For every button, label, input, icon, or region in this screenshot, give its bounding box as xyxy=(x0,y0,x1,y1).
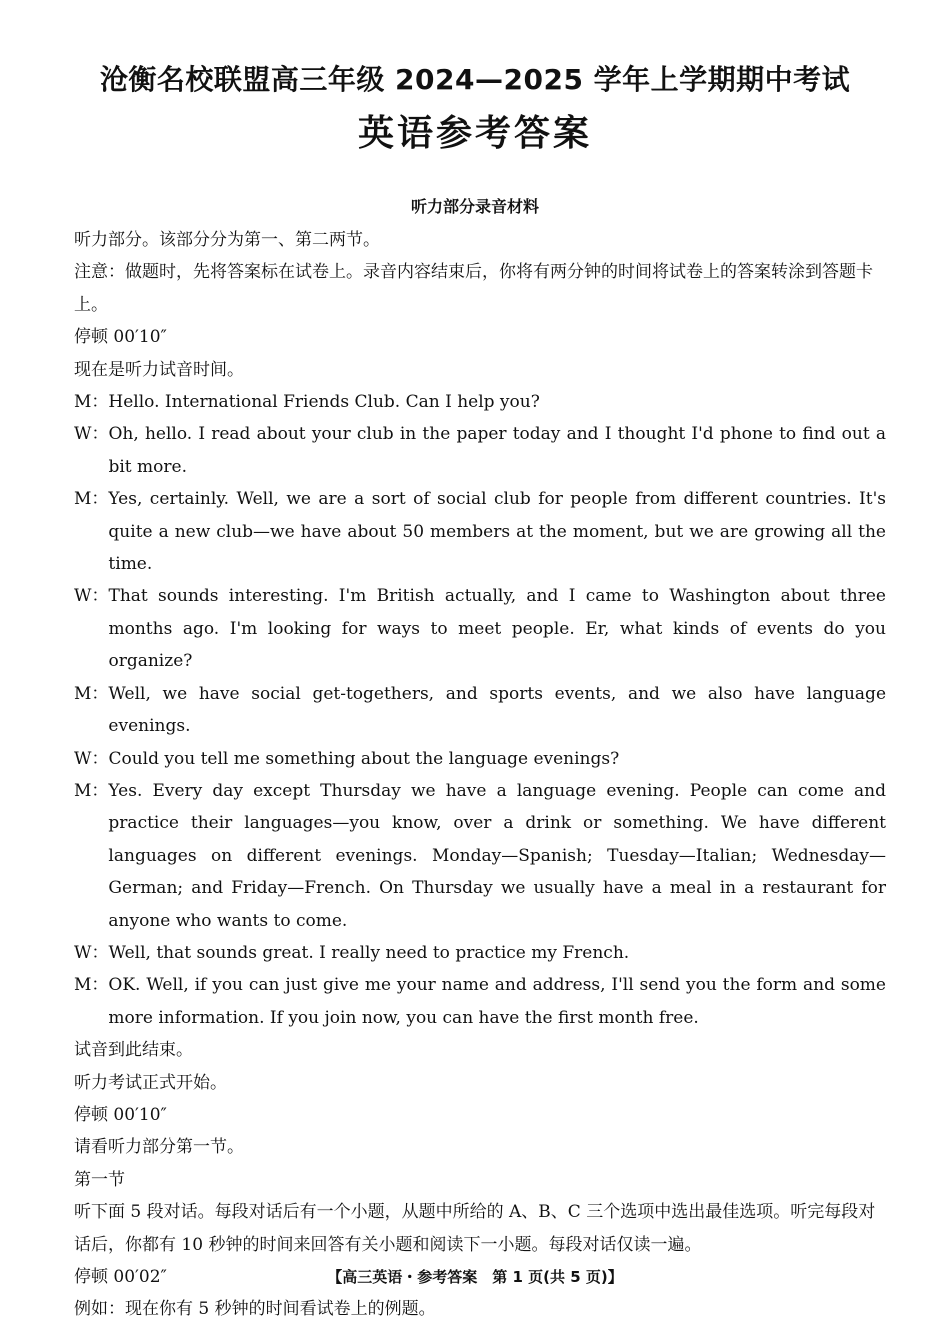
dialogue-text: Well, that sounds great. I really need to practice my French. xyxy=(108,942,630,963)
instruction-paragraph: 注意：做题时，先将答案标在试卷上。录音内容结束后，你将有两分钟的时间将试卷上的答案转涂到答题卡上。 xyxy=(74,262,873,315)
dialogue-text: Yes. Every day except Thursday we have a language evening. People can come and practice their languages—you know, over a drink or something. We have different languages on different evenings. Monday—Spanish; Tuesday—Italian; Wednesday—German; and Friday—French. On Thursday we usually have a meal in a restaurant for anyone who wants to come. xyxy=(108,780,886,931)
dialogue-line xyxy=(74,483,886,580)
intro-paragraph: 听力部分。该部分分为第一、第二两节。 xyxy=(74,230,380,250)
pause-note: 停顿 00′10″ xyxy=(74,1104,167,1125)
dialogue-line xyxy=(74,775,886,937)
speaker-label: W： xyxy=(74,424,109,445)
dialogue-text: Yes, certainly. Well, we are a sort of social club for people from different countries. It's quite a new club—we have about 50 members at the moment, but we are growing all the time. xyxy=(108,489,886,575)
trial-end-note: 试音到此结束。 xyxy=(74,1040,193,1061)
section-heading: 听力部分录音材料 xyxy=(410,197,539,216)
speaker-label: M： xyxy=(74,392,109,413)
dialogue-text: Could you tell me something about the language evenings? xyxy=(108,748,620,769)
page-footer: 【高三英语・参考答案 第 1 页(共 5 页)】 xyxy=(327,1268,623,1286)
dialogue-text: Oh, hello. I read about your club in the paper today and I thought I'd phone to find out a bit more. xyxy=(108,424,886,477)
speaker-label: M： xyxy=(74,780,109,801)
dialogue-text: OK. Well, if you can just give me your name and address, I'll send you the form and some more information. If you join now, you can have the first month free. xyxy=(108,975,886,1028)
dialogue-text: Well, we have social get-togethers, and sports events, and we also have language evenings. xyxy=(108,683,886,737)
exam-start-note: 听力考试正式开始。 xyxy=(74,1072,227,1093)
section-one-label: 第一节 xyxy=(74,1169,125,1190)
dialogue-line xyxy=(74,937,886,969)
exam-title: 沧衡名校联盟高三年级 2024—2025 学年上学期期中考试 xyxy=(99,63,851,96)
transcript-body xyxy=(74,224,886,1326)
example-note: 例如：现在你有 5 秒钟的时间看试卷上的例题。 xyxy=(74,1299,436,1320)
dialogue-text: Hello. International Friends Club. Can I help you? xyxy=(108,392,540,413)
speaker-label: M： xyxy=(74,683,109,704)
dialogue-line xyxy=(74,580,886,677)
pause-note: 停顿 00′02″ xyxy=(74,1267,167,1287)
dialogue-line xyxy=(74,743,886,775)
speaker-label: W： xyxy=(74,586,109,607)
trial-announcement: 现在是听力试音时间。 xyxy=(74,359,244,380)
speaker-label: M： xyxy=(74,489,109,510)
speaker-label: W： xyxy=(74,942,109,963)
section-one-instructions: 听下面 5 段对话。每段对话后有一个小题，从题中所给的 A、B、C 三个选项中选出最佳选项。听完每段对话后，你都有 10 秒钟的时间来回答有关小题和阅读下一小题。每段对话仅读一遍。 xyxy=(74,1202,876,1255)
dialogue-line xyxy=(74,678,886,743)
dialogue-line xyxy=(74,386,886,418)
dialogue-text: That sounds interesting. I'm British actually, and I came to Washington about three months ago. I'm looking for ways to meet people. Er, what kinds of events do you organize? xyxy=(108,586,886,672)
speaker-label: W： xyxy=(74,748,109,769)
answer-key-title: 英语参考答案 xyxy=(357,113,592,154)
dialogue-line xyxy=(74,418,886,483)
dialogue-line xyxy=(74,969,886,1034)
section-one-announcement: 请看听力部分第一节。 xyxy=(74,1137,244,1158)
speaker-label: M： xyxy=(74,975,109,996)
pause-note: 停顿 00′10″ xyxy=(74,327,167,348)
